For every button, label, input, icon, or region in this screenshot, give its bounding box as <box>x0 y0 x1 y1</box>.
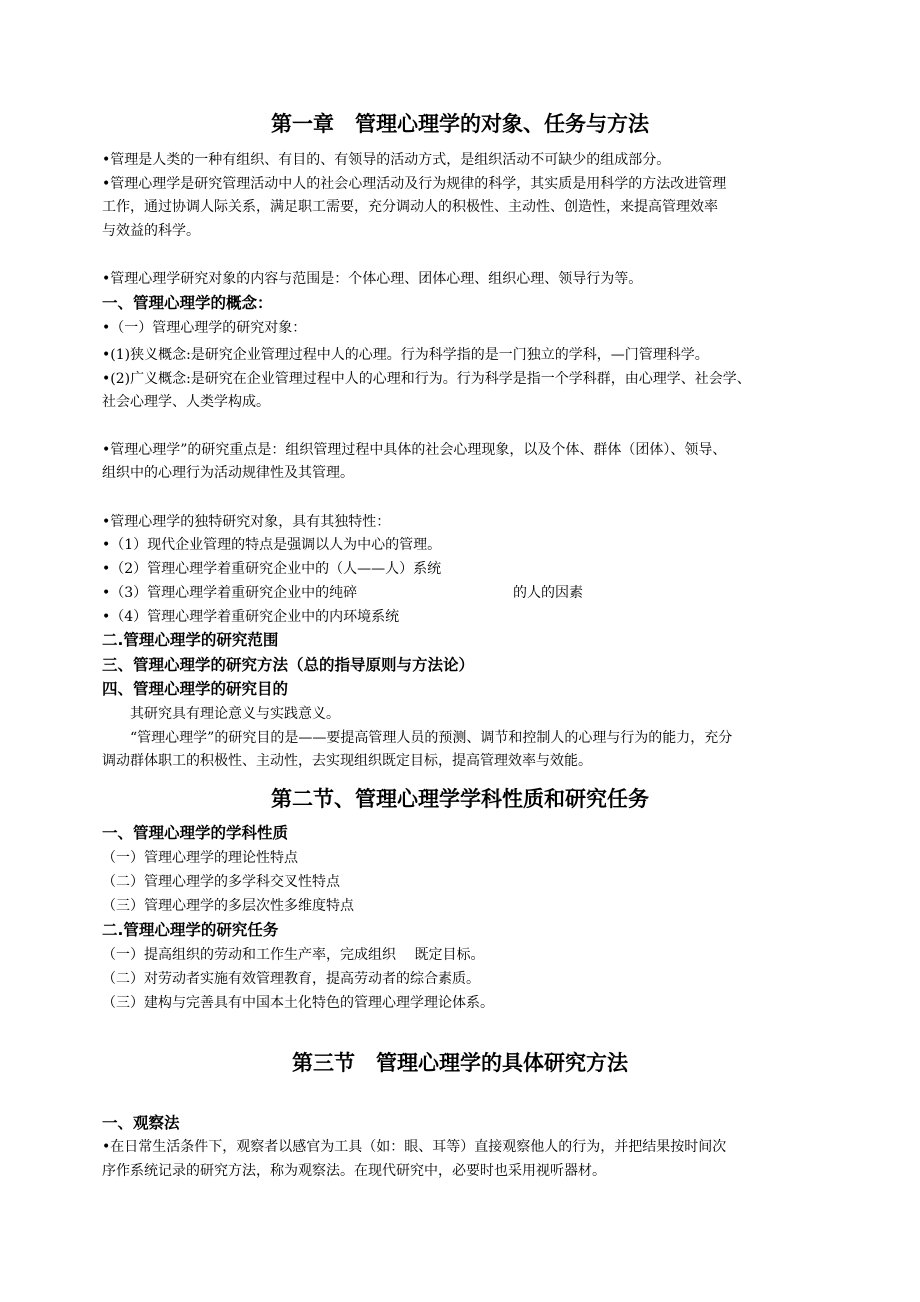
nature-item-2: （二）管理心理学的多学科交叉性特点 <box>102 874 340 890</box>
observation-paragraph-line1: •在日常生活条件下，观察者以感官为工具（如：眼、耳等）直接观察他人的行为，并把结果按时间次 <box>102 1139 727 1155</box>
unique-object-item-2: •（2）管理心理学着重研究企业中的（人——人）系统 <box>102 561 442 577</box>
task-item-1: （一）提高组织的劳动和工作生产率，完成组织 既定目标。 <box>102 947 485 963</box>
heading-concept: 一、管理心理学的概念： <box>102 294 273 312</box>
concept-item-narrow: •(1)狭义概念:是研究企业管理过程中人的心理。行为科学指的是一门独立的学科，—门管理科学。 <box>102 347 709 363</box>
observation-paragraph-line2: 序作系统记录的研究方法，称为观察法。在现代研究中，必要时也采用视听器材。 <box>102 1163 606 1179</box>
concept-item-broad-line1: •(2)广义概念:是研究在企业管理过程中人的心理和行为。行为科学是指一个学科群，由心理学、社会学、 <box>102 371 751 387</box>
unique-object-item-3b: 的人的因素 <box>513 585 583 601</box>
goal-paragraph-line2: 调动群体职工的积极性、主动性，去实现组织既定目标，提高管理效率与效能。 <box>102 753 592 769</box>
paragraph-psychology-definition-line1: •管理心理学是研究管理活动中人的社会心理活动及行为规律的科学，其实质是用科学的方法改进管理 <box>102 176 727 192</box>
heading-nature: 一、管理心理学的学科性质 <box>102 824 289 842</box>
concept-item-object: •（一）管理心理学的研究对象： <box>102 320 307 336</box>
task-item-3: （三）建构与完善具有中国本土化特色的管理心理学理论体系。 <box>102 995 494 1011</box>
concept-item-broad-line2: 社会心理学、人类学构成。 <box>102 394 270 410</box>
paragraph-management-definition: •管理是人类的一种有组织、有目的、有领导的活动方式，是组织活动不可缺少的组成部分。 <box>102 152 671 168</box>
heading-scope: 二.管理心理学的研究范围 <box>102 631 279 649</box>
heading-task: 二.管理心理学的研究任务 <box>102 921 279 939</box>
goal-paragraph-line1: “管理心理学”的研究目的是——要提高管理人员的预测、调节和控制人的心理与行为的能力，充分 <box>130 730 733 746</box>
unique-object-item-3a: •（3）管理心理学着重研究企业中的纯碎 <box>102 585 358 601</box>
unique-object-intro: •管理心理学的独特研究对象，具有其独特性： <box>102 514 391 530</box>
paragraph-psychology-definition-line3: 与效益的科学。 <box>102 223 200 239</box>
paragraph-research-focus-line2: 组织中的心理行为活动规律性及其管理。 <box>102 465 354 481</box>
section2-title: 第二节、管理心理学学科性质和研究任务 <box>271 787 649 811</box>
task-item-2: （二）对劳动者实施有效管理教育，提高劳动者的综合素质。 <box>102 971 480 987</box>
paragraph-research-scope: •管理心理学研究对象的内容与范围是：个体心理、团体心理、组织心理、领导行为等。 <box>102 271 643 287</box>
nature-item-3: （三）管理心理学的多层次性多维度特点 <box>102 898 354 914</box>
paragraph-research-focus-line1: •管理心理学”的研究重点是：组织管理过程中具体的社会心理现象，以及个体、群体（团体）、领导、 <box>102 442 727 458</box>
unique-object-item-1: •（1）现代企业管理的特点是强调以人为中心的管理。 <box>102 537 442 553</box>
paragraph-psychology-definition-line2: 工作，通过协调人际关系，满足职工需要，充分调动人的积极性、主动性、创造性，来提高管理效率 <box>102 199 718 215</box>
heading-method: 三、管理心理学的研究方法（总的指导原则与方法论） <box>102 656 475 674</box>
chapter-title: 第一章 管理心理学的对象、任务与方法 <box>271 112 649 136</box>
heading-goal: 四、管理心理学的研究目的 <box>102 680 289 698</box>
section3-title: 第三节 管理心理学的具体研究方法 <box>292 1051 628 1075</box>
heading-observation: 一、观察法 <box>102 1114 180 1132</box>
nature-item-1: （一）管理心理学的理论性特点 <box>102 850 298 866</box>
unique-object-item-4: •（4）管理心理学着重研究企业中的内环境系统 <box>102 609 400 625</box>
goal-significance: 其研究具有理论意义与实践意义。 <box>130 706 340 722</box>
